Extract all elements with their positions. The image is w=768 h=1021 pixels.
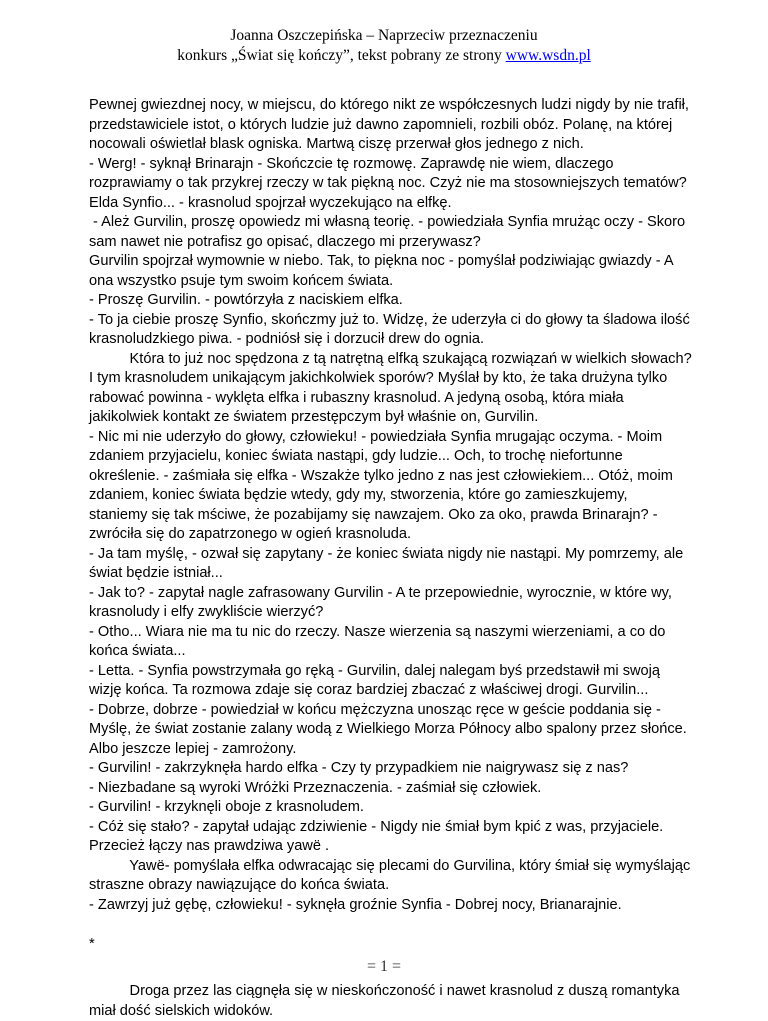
text-line: - Proszę Gurvilin. - powtórzyła z naciskiem elfka.	[89, 291, 699, 311]
text-line: Która to już noc spędzona z tą natrętną elfką szukającą rozwiązań w wielkich słowach?	[89, 350, 699, 370]
text-line: wizję końca. Ta rozmowa zdaje się coraz bardziej zbaczać z właściwej drogi. Gurvilin...	[89, 681, 699, 701]
text-line: ona wszystko psuje tym swoim końcem świata.	[89, 272, 699, 292]
text-line: Droga przez las ciągnęła się w nieskończoność i nawet krasnolud z duszą romantyka	[89, 982, 699, 1002]
section-separator: *	[89, 935, 699, 955]
text-line: - Dobrze, dobrze - powiedział w końcu mężczyzna unosząc ręce w geście poddania się -	[89, 701, 699, 721]
header-source-prefix: konkurs „Świat się kończy”, tekst pobrany ze strony	[177, 47, 505, 64]
text-line: jakikolwiek kontakt ze światem przestępczym był właśnie on, Gurvilin.	[89, 408, 699, 428]
text-line: staniemy się tak mściwe, że pozabijamy się nawzajem. Oko za oko, prawda Brinarajn? -	[89, 506, 699, 526]
text-line: określenie. - zaśmiała się elfka - Wszakże tylko jedno z nas jest człowiekiem... Otóż, moim	[89, 467, 699, 487]
text-line: Albo jeszcze lepiej - zamrożony.	[89, 740, 699, 760]
page-number: = 1 =	[0, 958, 768, 976]
text-line: zwróciła się do zapatrzonego w ogień krasnoluda.	[89, 525, 699, 545]
header-title: Joanna Oszczepińska – Naprzeciw przeznaczeniu	[0, 26, 768, 46]
text-line: - To ja ciebie proszę Synfio, skończmy już to. Widzę, że uderzyła ci do głowy ta śladowa ilość	[89, 311, 699, 331]
text-line: sam nawet nie potrafisz go opisać, dlaczego mi przerywasz?	[89, 233, 699, 253]
document-body	[89, 96, 699, 1021]
source-link[interactable]: www.wsdn.pl	[506, 47, 591, 64]
text-line: Pewnej gwiezdnej nocy, w miejscu, do którego nikt ze współczesnych ludzi nigdy by nie trafił,	[89, 96, 699, 116]
text-line: - Gurvilin! - krzyknęli oboje z krasnoludem.	[89, 798, 699, 818]
text-line: krasnoludzkiego piwa. - podniósł się i dorzucił drew do ognia.	[89, 330, 699, 350]
text-line: świat będzie istniał...	[89, 564, 699, 584]
text-line: - Cóż się stało? - zapytał udając zdziwienie - Nigdy nie śmiał bym kpić z was, przyjaciele.	[89, 818, 699, 838]
text-line: rabować powinna - wyklęta elfka i rubaszny krasnolud. A jedyną osobą, która miała	[89, 389, 699, 409]
text-line: - Jak to? - zapytał nagle zafrasowany Gurvilin - A te przepowiednie, wyrocznie, w które wy,	[89, 584, 699, 604]
document-header	[0, 26, 768, 66]
text-line: - Zawrzyj już gębę, człowieku! - syknęła groźnie Synfia - Dobrej nocy, Brianarajnie.	[89, 896, 699, 916]
text-line: - Nic mi nie uderzyło do głowy, człowieku! - powiedziała Synfia mrugając oczyma. - Moim	[89, 428, 699, 448]
text-line: Myślę, że świat zostanie zalany wodą z Wielkiego Morza Północy albo spalony przez słońce.	[89, 720, 699, 740]
header-source-line	[0, 46, 768, 66]
story-text	[89, 96, 699, 915]
text-line: Elda Synfio... - krasnolud spojrzał wyczekująco na elfkę.	[89, 194, 699, 214]
text-line: rozprawiamy o tak przykrej rzeczy w tak piękną noc. Czyż nie ma stosowniejszych tematów?	[89, 174, 699, 194]
text-line: Yawë- pomyślała elfka odwracając się plecami do Gurvilina, który śmiał się wymyślając	[89, 857, 699, 877]
text-line: miał dość sielskich widoków.	[89, 1002, 699, 1021]
text-line: - Werg! - syknął Brinarajn - Skończcie tę rozmowę. Zaprawdę nie wiem, dlaczego	[89, 155, 699, 175]
text-line: - Letta. - Synfia powstrzymała go ręką - Gurvilin, dalej nalegam byś przedstawił mi swoją	[89, 662, 699, 682]
text-line: zdaniem przyjacielu, koniec świata nastąpi, gdy ludzie... Och, to trochę niefortunne	[89, 447, 699, 467]
text-line: - Niezbadane są wyroki Wróżki Przeznaczenia. - zaśmiał się człowiek.	[89, 779, 699, 799]
text-line: Gurvilin spojrzał wymownie w niebo. Tak, to piękna noc - pomyślał podziwiając gwiazdy - A	[89, 252, 699, 272]
text-line: - Gurvilin! - zakrzyknęła hardo elfka - Czy ty przypadkiem nie naigrywasz się z nas?	[89, 759, 699, 779]
closing-text	[89, 982, 699, 1021]
text-line: straszne obrazy nawiązujące do końca świata.	[89, 876, 699, 896]
text-line: krasnoludy i elfy zwykliście wierzyć?	[89, 603, 699, 623]
text-line: przedstawiciele istot, o których ludzie już dawno zapomnieli, rozbili obóz. Polanę, na której	[89, 116, 699, 136]
text-line: - Ależ Gurvilin, proszę opowiedz mi własną teorię. - powiedziała Synfia mrużąc oczy - Skoro	[89, 213, 699, 233]
text-line: zdaniem, koniec świata będzie wtedy, gdy my, stworzenia, które go zamieszkujemy,	[89, 486, 699, 506]
text-line: Przecież łączy nas prawdziwa yawë .	[89, 837, 699, 857]
text-line: końca świata...	[89, 642, 699, 662]
text-line: - Otho... Wiara nie ma tu nic do rzeczy. Nasze wierzenia są naszymi wierzeniami, a co do	[89, 623, 699, 643]
text-line: - Ja tam myślę, - ozwał się zapytany - że koniec świata nigdy nie nastąpi. My pomrzemy, ale	[89, 545, 699, 565]
text-line: nocowali oświetlał blask ogniska. Martwą ciszę przerwał głos jednego z nich.	[89, 135, 699, 155]
text-line: I tym krasnoludem unikającym jakichkolwiek sporów? Myślał by kto, że taka drużyna tylko	[89, 369, 699, 389]
